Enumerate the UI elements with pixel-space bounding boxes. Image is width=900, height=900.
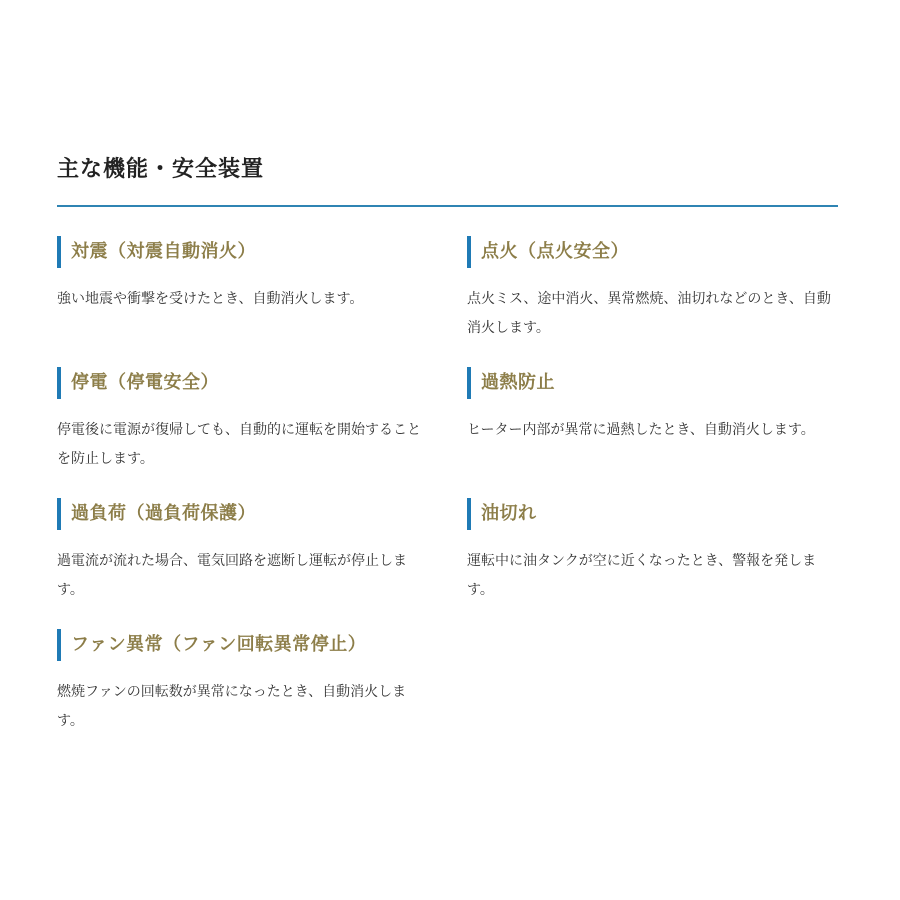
feature-overload [57,498,429,605]
feature-fan-abnormal [57,629,429,736]
feature-description: ヒーター内部が異常に過熱したとき、自動消火します。 [467,422,815,438]
feature-overheat-prevention [467,367,839,445]
feature-heading-text: 過熱防止 [481,372,555,393]
feature-heading [57,236,429,268]
feature-heading-text: ファン異常（ファン回転異常停止） [71,634,367,655]
heading-accent-bar [57,498,61,530]
feature-description: 点火ミス、途中消火、異常燃焼、油切れなどのとき、自動消火します。 [467,291,831,336]
feature-seismic [57,236,429,314]
feature-heading-text: 過負荷（過負荷保護） [71,503,256,524]
page-title: 主な機能・安全装置 [57,157,265,182]
feature-description: 停電後に電源が復帰しても、自動的に運転を開始することを防止します。 [57,422,421,467]
feature-heading-text: 対震（対震自動消火） [71,241,256,262]
feature-ignition [467,236,839,343]
feature-heading [467,367,839,399]
feature-heading [467,498,839,530]
heading-accent-bar [467,498,471,530]
feature-description: 燃焼ファンの回転数が異常になったとき、自動消火します。 [57,684,407,729]
feature-out-of-oil [467,498,839,605]
feature-heading-text: 停電（停電安全） [71,372,219,393]
heading-accent-bar [57,367,61,399]
feature-description: 強い地震や衝撃を受けたとき、自動消火します。 [57,291,364,307]
feature-heading-text: 油切れ [481,503,537,524]
feature-heading [467,236,839,268]
heading-accent-bar [467,236,471,268]
title-divider [57,205,838,207]
heading-accent-bar [57,236,61,268]
feature-heading-text: 点火（点火安全） [481,241,629,262]
feature-heading [57,629,429,661]
heading-accent-bar [467,367,471,399]
feature-heading [57,498,429,530]
heading-accent-bar [57,629,61,661]
feature-power-outage [57,367,429,474]
feature-heading [57,367,429,399]
feature-description: 過電流が流れた場合、電気回路を遮断し運転が停止します。 [57,553,407,598]
feature-description: 運転中に油タンクが空に近くなったとき、警報を発します。 [467,553,817,598]
